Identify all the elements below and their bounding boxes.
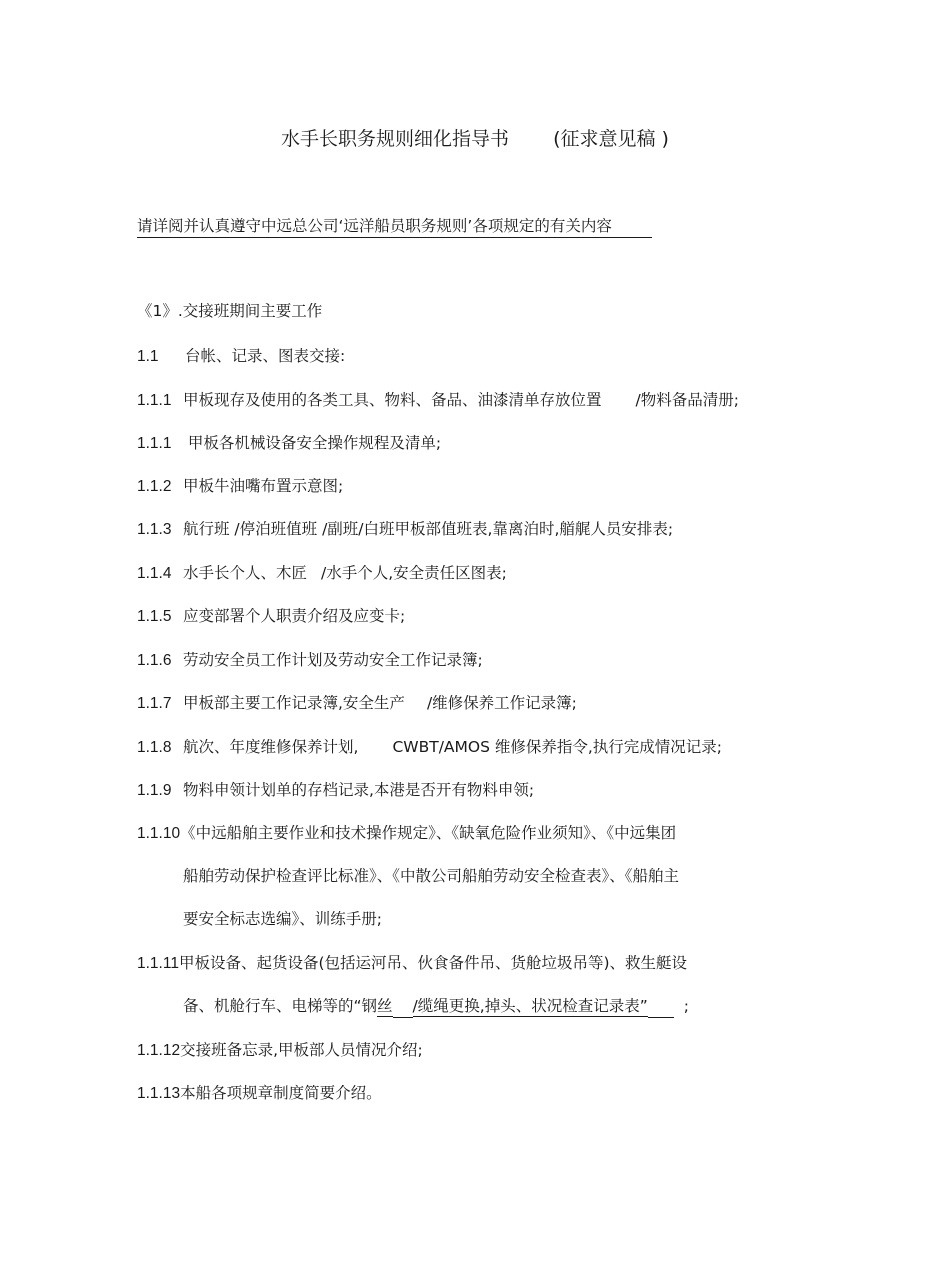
item-1-1-13 bbox=[137, 1083, 382, 1104]
item-1-1-6 bbox=[137, 650, 483, 671]
section-heading: 《1》.交接班期间主要工作 bbox=[137, 302, 323, 320]
document-title bbox=[0, 124, 950, 151]
intro-text: 请详阅并认真遵守中远总公司‘远洋船员职务规则’各项规定的有关内容 bbox=[137, 217, 652, 238]
item-text: 航次、年度维修保养计划, bbox=[183, 738, 359, 756]
item-number: 1.1.3 bbox=[137, 521, 172, 538]
item-1-1-10 bbox=[137, 823, 676, 844]
item-1-1-3 bbox=[137, 519, 673, 540]
item-text: 航行班 /停泊班值班 /副班/白班甲板部值班表,靠离泊时,艏艉人员安排表; bbox=[183, 520, 674, 538]
item-number: 1.1.1 bbox=[137, 435, 172, 452]
item-1-1-11 bbox=[137, 953, 687, 974]
item-text: 甲板部主要工作记录簿,安全生产 bbox=[183, 694, 405, 712]
item-number: 1.1 bbox=[137, 348, 159, 365]
item-number: 1.1.10 bbox=[137, 825, 181, 842]
item-1-1-1-b bbox=[137, 433, 441, 454]
item-text-b: CWBT/AMOS 维修保养指令,执行完成情况记录; bbox=[392, 738, 723, 756]
item-number: 1.1.12 bbox=[137, 1042, 181, 1059]
item-1-1-9 bbox=[137, 780, 534, 801]
item-text: 甲板各机械设备安全操作规程及清单; bbox=[183, 434, 442, 452]
item-number: 1.1.1 bbox=[137, 392, 172, 409]
item-text: 物料申领计划单的存档记录,本港是否开有物料申领; bbox=[183, 781, 535, 799]
item-number: 1.1.4 bbox=[137, 565, 172, 582]
item-text: 甲板设备、起货设备(包括运河吊、伙食备件吊、货舱垃圾吊等)、救生艇设 bbox=[178, 954, 688, 972]
item-number: 1.1.2 bbox=[137, 478, 172, 495]
item-1-1-4 bbox=[137, 563, 507, 584]
item-text: 水手长个人、木匠 bbox=[183, 564, 308, 582]
item-number: 1.1.8 bbox=[137, 739, 172, 756]
item-1-1 bbox=[137, 346, 345, 367]
item-1-1-2 bbox=[137, 476, 343, 497]
item-text-b: /物料备品清册; bbox=[635, 391, 739, 409]
item-text-b: /水手个人,安全责任区图表; bbox=[321, 564, 507, 582]
item-text: 应变部署个人职责介绍及应变卡; bbox=[183, 607, 406, 625]
item-text: 《中远船舶主要作业和技术操作规定》、《缺氧危险作业须知》、《中远集团 bbox=[180, 824, 677, 842]
item-text: 台帐、记录、图表交接: bbox=[185, 347, 346, 365]
item-number: 1.1.13 bbox=[137, 1085, 181, 1102]
item-text: 甲板现存及使用的各类工具、物料、备品、油漆清单存放位置 bbox=[183, 391, 602, 409]
item-text: 劳动安全员工作计划及劳动安全工作记录簿; bbox=[183, 651, 483, 669]
item-1-1-5 bbox=[137, 606, 405, 627]
item-text: 本船各项规章制度简要介绍。 bbox=[180, 1084, 382, 1102]
item-text-b: /维修保养工作记录簿; bbox=[426, 694, 577, 712]
item-1-1-7 bbox=[137, 693, 577, 714]
item-1-1-11-cont: 备、机舱行车、电梯等的“钢丝 /缆绳更换,掉头、状况检查记录表” ; bbox=[183, 996, 689, 1018]
title-main: 水手长职务规则细化指导书 bbox=[281, 128, 510, 150]
item-number: 1.1.9 bbox=[137, 782, 172, 799]
item-number: 1.1.7 bbox=[137, 695, 172, 712]
item-1-1-1-a bbox=[137, 390, 739, 411]
item-1-1-10-cont-1: 船舶劳动保护检查评比标准》、《中散公司船舶劳动安全检查表》、《船舶主 bbox=[183, 867, 680, 885]
intro-paragraph bbox=[137, 214, 652, 236]
item-number: 1.1.11 bbox=[137, 955, 179, 972]
item-1-1-10-cont-2: 要安全标志选编》、训练手册; bbox=[183, 910, 382, 928]
item-text: 甲板牛油嘴布置示意图; bbox=[183, 477, 344, 495]
title-note: (征求意见稿 ) bbox=[553, 128, 669, 150]
item-number: 1.1.6 bbox=[137, 652, 172, 669]
item-number: 1.1.5 bbox=[137, 608, 172, 625]
item-text: 交接班备忘录,甲板部人员情况介绍; bbox=[180, 1041, 423, 1059]
item-1-1-12 bbox=[137, 1040, 423, 1061]
item-1-1-8 bbox=[137, 737, 722, 758]
